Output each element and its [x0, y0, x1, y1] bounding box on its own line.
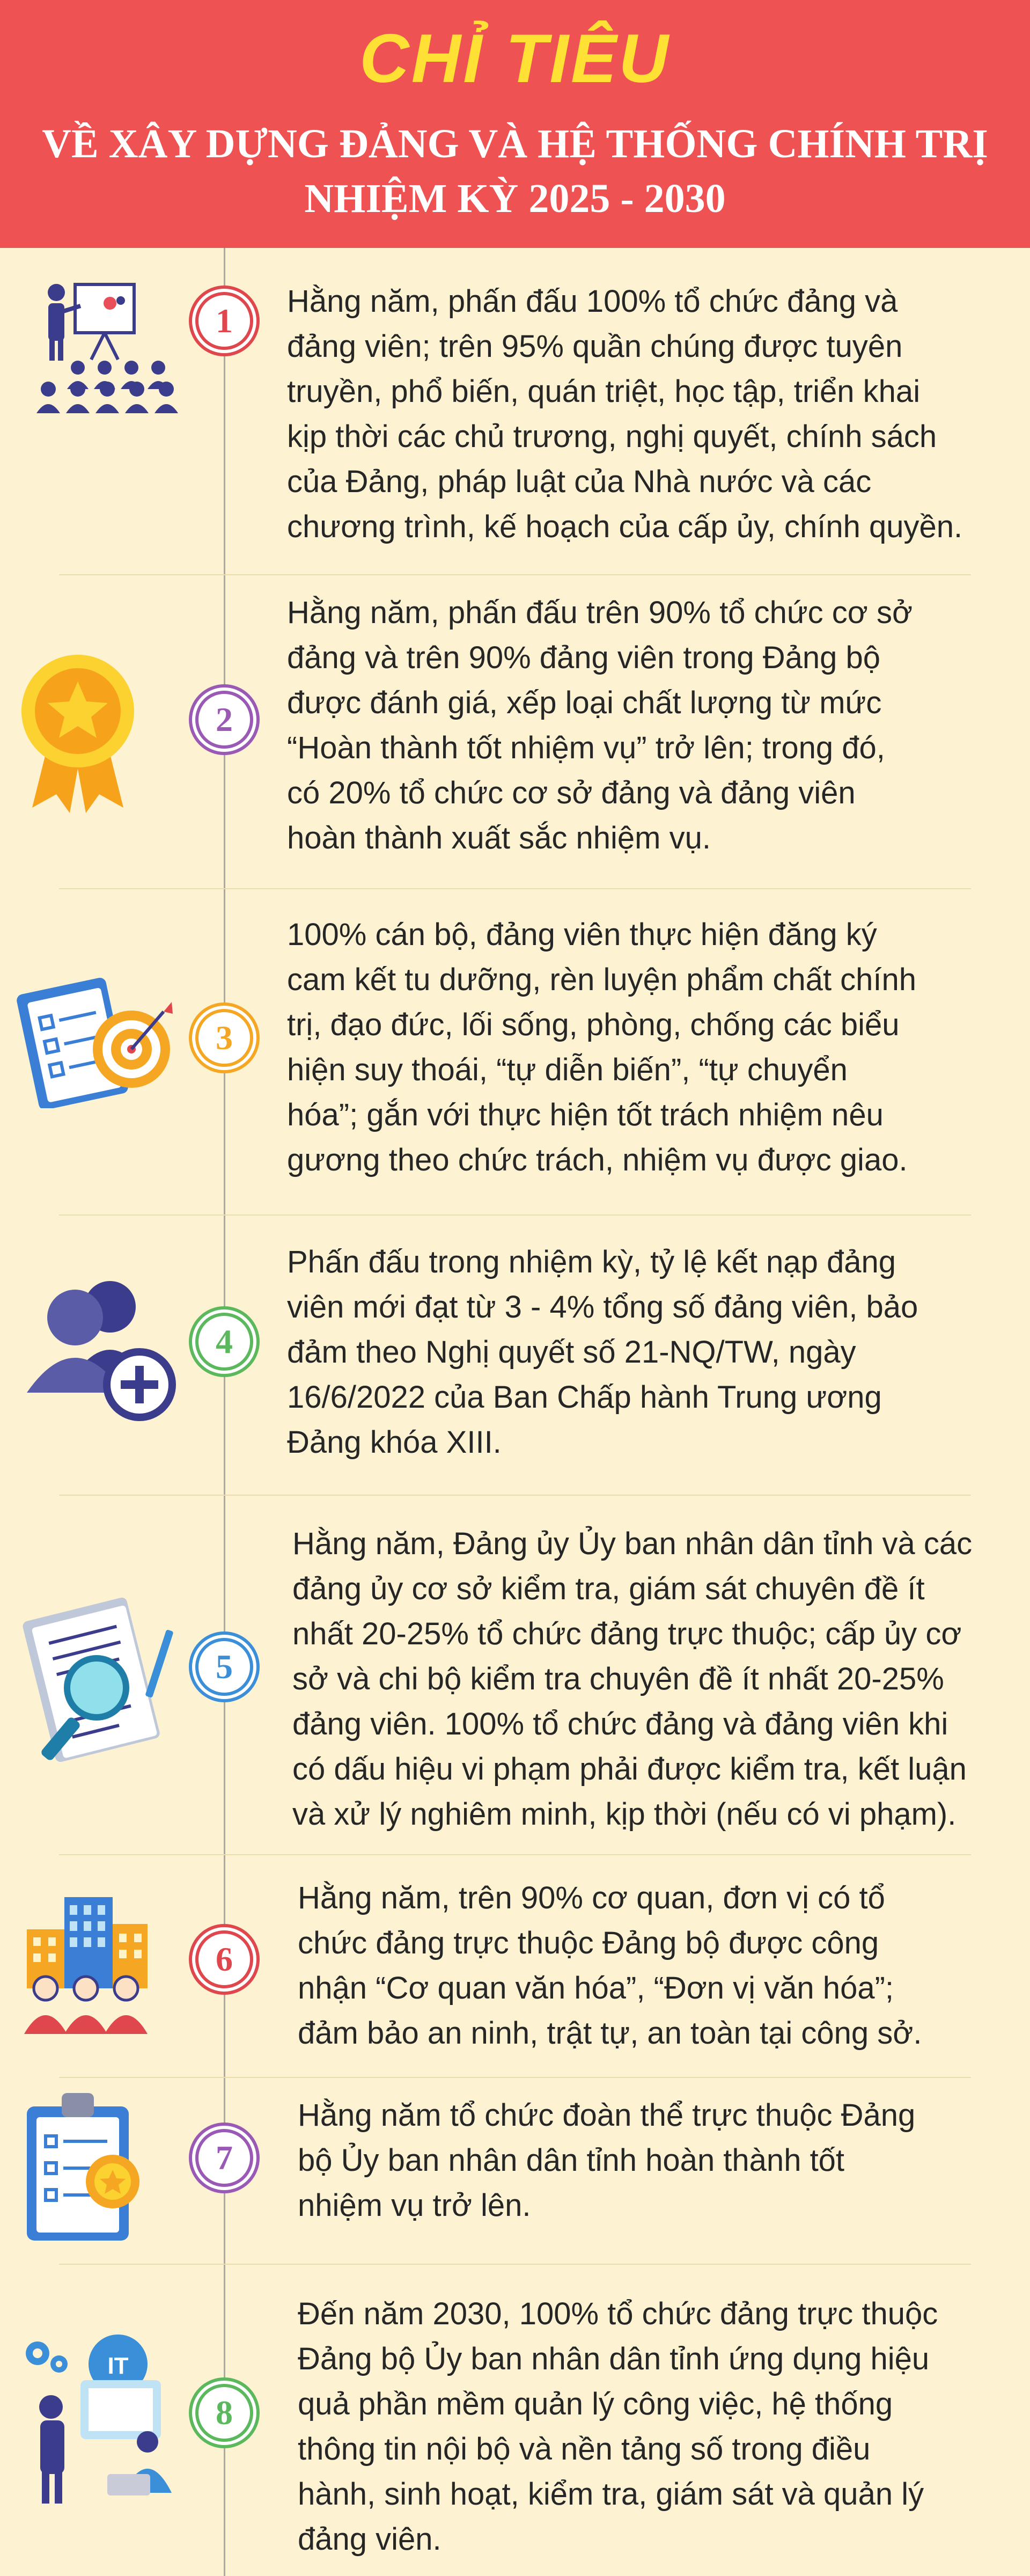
item-text-line: Đảng bộ Ủy ban nhân dân tỉnh ứng dụng hiệu — [298, 2341, 930, 2376]
item-text-line: đảng ủy cơ sở kiểm tra, giám sát chuyên đề ít — [292, 1571, 925, 1606]
item-separator — [59, 1854, 971, 1855]
item-text — [287, 1240, 918, 1465]
item-text-line: nhiệm vụ trở lên. — [298, 2188, 531, 2223]
item-text-line: đảm theo Nghị quyết số 21-NQ/TW, ngày — [287, 1335, 856, 1370]
item-text-line: kịp thời các chủ trương, nghị quyết, chính sách — [287, 419, 937, 454]
item-text-line: chức đảng trực thuộc Đảng bộ được công — [298, 1926, 879, 1960]
item-text-line: thông tin nội bộ và nền tảng số trong điều — [298, 2432, 871, 2467]
item-text-line: đảng viên; trên 95% quần chúng được tuyên — [287, 329, 903, 364]
item-text — [298, 2292, 938, 2562]
item-separator — [59, 574, 971, 575]
award-medal-icon — [16, 652, 139, 821]
item-text-line: 16/6/2022 của Ban Chấp hành Trung ương — [287, 1380, 882, 1415]
timeline-line — [224, 248, 225, 2576]
item-number: 8 — [195, 2384, 253, 2442]
item-text-line: Hằng năm, Đảng ủy Ủy ban nhân dân tỉnh và các — [292, 1526, 973, 1561]
item-text-line: “Hoàn thành tốt nhiệm vụ” trở lên; trong đó, — [287, 730, 885, 765]
item-text-line: Hằng năm tổ chức đoàn thể trực thuộc Đảng — [298, 2098, 916, 2133]
digital-work-icon — [16, 2332, 182, 2512]
item-text-line: đảng và trên 90% đảng viên trong Đảng bộ — [287, 640, 881, 675]
item-number: 7 — [195, 2129, 253, 2187]
item-number-badge — [189, 1306, 260, 1377]
item-number: 6 — [195, 1930, 253, 1988]
svg-text:IT: IT — [107, 2353, 129, 2379]
item-text-line: nhất 20-25% tổ chức đảng trực thuộc; cấp ủy cơ — [292, 1616, 962, 1651]
item-text-line: truyền, phổ biến, quán triệt, học tập, triển khai — [287, 374, 921, 409]
page-title: CHỈ TIÊU — [359, 20, 671, 97]
item-text-line: cam kết tu dưỡng, rèn luyện phẩm chất chính — [287, 962, 917, 997]
item-number-badge — [189, 1002, 260, 1073]
office-buildings-icon — [16, 1892, 156, 2039]
item-text-line: hóa”; gắn với thực hiện tốt trách nhiệm nêu — [287, 1097, 884, 1132]
item-text-line: gương theo chức trách, nhiệm vụ được giao. — [287, 1143, 908, 1177]
item-text-line: đảm bảo an ninh, trật tự, an toàn tại công sở. — [298, 2016, 922, 2051]
item-separator — [59, 888, 971, 889]
item-number-badge — [189, 684, 260, 755]
item-text-line: Hằng năm, phấn đấu trên 90% tổ chức cơ sở — [287, 595, 913, 630]
item-text-line: hiện suy thoái, “tự diễn biến”, “tự chuyển — [287, 1052, 848, 1087]
item-text-line: Phấn đấu trong nhiệm kỳ, tỷ lệ kết nạp đảng — [287, 1245, 896, 1279]
term-label: NHIỆM KỲ 2025 - 2030 — [304, 176, 726, 221]
item-text-line: nhận “Cơ quan văn hóa”, “Đơn vị văn hóa”; — [298, 1971, 894, 2006]
item-text — [292, 1521, 972, 1837]
item-text-line: có dấu hiệu vi phạm phải được kiểm tra, kết luận — [292, 1752, 967, 1787]
item-text-line: 100% cán bộ, đảng viên thực hiện đăng ký — [287, 917, 877, 952]
item-number-badge — [189, 1631, 260, 1702]
item-text-line: Hằng năm, trên 90% cơ quan, đơn vị có tổ — [298, 1880, 885, 1915]
item-text-line: đảng viên. 100% tổ chức đảng và đảng viên khi — [292, 1707, 948, 1741]
item-text-line: Đảng khóa XIII. — [287, 1425, 502, 1460]
item-text-line: được đánh giá, xếp loại chất lượng từ mức — [287, 685, 882, 720]
item-text-line: sở và chi bộ kiểm tra chuyên đề ít nhất 20-25% — [292, 1662, 944, 1696]
add-member-icon — [16, 1275, 182, 1428]
item-number: 1 — [195, 292, 253, 350]
item-text-line: chương trình, kế hoạch của cấp ủy, chính quyền. — [287, 509, 963, 544]
item-text — [287, 279, 962, 550]
clipboard-badge-icon — [16, 2085, 145, 2249]
item-number: 2 — [195, 691, 253, 749]
item-number: 3 — [195, 1009, 253, 1067]
item-number-badge — [189, 2377, 260, 2448]
item-separator — [59, 2264, 971, 2265]
checklist-target-icon — [16, 969, 177, 1111]
item-text-line: hành, sinh hoạt, kiểm tra, giám sát và quản lý — [298, 2477, 924, 2512]
item-text-line: hoàn thành xuất sắc nhiệm vụ. — [287, 821, 711, 855]
item-number-badge — [189, 286, 260, 356]
header-banner — [0, 0, 1030, 248]
item-number-badge — [189, 2123, 260, 2193]
presentation-audience-icon — [16, 279, 188, 421]
item-text-line: quả phần mềm quản lý công việc, hệ thống — [298, 2387, 893, 2421]
item-text — [287, 912, 916, 1183]
item-text-line: và xử lý nghiêm minh, kịp thời (nếu có vi phạm). — [292, 1797, 957, 1832]
item-text — [287, 590, 913, 861]
item-text-line: của Đảng, pháp luật của Nhà nước và các — [287, 464, 872, 499]
item-text — [298, 2093, 915, 2228]
item-number: 5 — [195, 1638, 253, 1696]
item-text-line: Hằng năm, phấn đấu 100% tổ chức đảng và — [287, 284, 898, 319]
page-subtitle: VỀ XÂY DỰNG ĐẢNG VÀ HỆ THỐNG CHÍNH TRỊ — [42, 121, 988, 166]
item-text-line: đảng viên. — [298, 2522, 442, 2557]
item-text-line: bộ Ủy ban nhân dân tỉnh hoàn thành tốt — [298, 2143, 845, 2178]
item-separator — [59, 1495, 971, 1496]
item-text-line: Đến năm 2030, 100% tổ chức đảng trực thuộc — [298, 2296, 938, 2331]
document-inspection-icon — [16, 1597, 177, 1771]
item-number: 4 — [195, 1313, 253, 1371]
item-text-line: viên mới đạt từ 3 - 4% tổng số đảng viên, bảo — [287, 1290, 918, 1324]
item-text — [298, 1876, 922, 2056]
item-text-line: trị, đạo đức, lối sống, phòng, chống các biểu — [287, 1007, 900, 1042]
item-separator — [59, 1214, 971, 1216]
item-separator — [59, 2077, 971, 2078]
item-number-badge — [189, 1924, 260, 1995]
item-text-line: có 20% tổ chức cơ sở đảng và đảng viên — [287, 775, 856, 810]
